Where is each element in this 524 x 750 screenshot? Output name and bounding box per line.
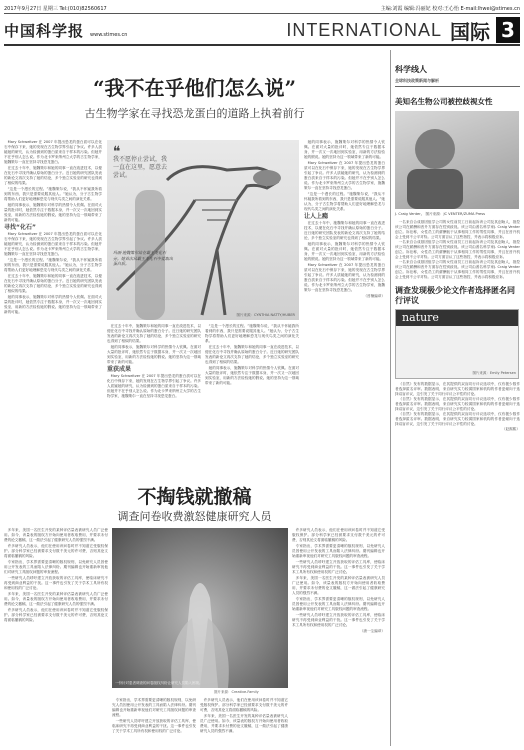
article2-paragraph: 多年来，美国一名医生开发的某种评估量表被研究人员广泛使用。如今，该量表的版权方开始向使用者收取费用，并要求未付费的论文撤稿，这一做法引起了健康研究人员的强烈不满。: [200, 714, 288, 733]
sidebar-paragraph: 一名来自合成基因组学公司的女性前员工日前起诉该公司及其创始人，指控该公司在薪酬和晋升方面存在性别歧视。该公司由著名科学家J. Craig Venter创立。诉讼称，女性员工的薪酬低于从事相同工作的男性同事，并且在晋升机会上受到不公平对待。公司方面否认了这些指控，并表示将积极应诉。: [395, 260, 520, 279]
sidebar-photo-caption: [395, 212, 520, 217]
article1-paragraph: “这是一个漫长的过程。”施魏策尔说，“我从不怀疑我所看到的东西，我只是需要说服其他人。”她认为，分子古生物学将帮助人们更好地理解恐龙与现代鸟类之间的演化关系。: [4, 187, 102, 201]
article1-column: [4, 140, 102, 316]
caption-text: J. Craig Venter。: [395, 212, 425, 216]
hands-photo: [112, 528, 288, 688]
sidebar-story1-body: [395, 220, 520, 280]
section-heading: 重获成果: [107, 366, 132, 373]
article2-paragraph: 专家指出，学术界需要更清晰的版权规则，以免研究人员因使用公开发表的工具而陷入法律纠纷。期刊编辑也开始重新审视他们对研究工具版权问题的审查流程。: [292, 597, 385, 611]
portrait-icon: [395, 111, 519, 209]
sidebar-paragraph: 《自然》发布的数据显示，在其提供的双盲同行评议选项中，仅有极少数作者选择匿名评审。数据表明，来自研究实力较弱国家和机构的作者更倾向于选择双盲评议，这引发了关于同行评议公平性的讨论。: [395, 412, 520, 426]
credit-text: 图片来源：JC VENTER/ZUMA Press: [425, 212, 486, 216]
article2-paragraph: 一些研究人员呼吁建立开放获取的评估工具库，使临床研究不再受到商业利益的干扰。这一事件也引发了关于学术工具所有权和使用权的广泛讨论。: [292, 560, 385, 574]
article2-headline: 不掏钱就撤稿: [137, 486, 252, 508]
article1-paragraph: 她的同事表示，施魏策尔对科学的热情令人钦佩。在面对大量的批评时，她依然专注于数据本身，并一次又一次地回到实验室，用新的方法检验她的假说。她的坚持为这一领域带来了新的可能。: [304, 140, 385, 159]
article2-paragraph: 专家指出，学术界需要更清晰的版权规则，以免研究人员因使用公开发表的工具而陷入法律纠纷。期刊编辑也开始重新审视他们对研究工具版权问题的审查流程。: [112, 698, 196, 717]
venter-portrait-photo: [395, 111, 519, 209]
article1-paragraph: Mary Schweitzer 在 2007 年提出恐龙的蛋白质可以在化石中保存下来，她的发现在古生物学界引起了争议。许多人质疑她的研究，认为检测到的蛋白质来自于样本的污染。但她并不在乎别人怎么说。作为北卡罗来纳州立大学的古生物学家，施魏策尔一直在坚持寻找恐龙蛋白。: [304, 263, 385, 292]
article2-paragraph: 一些研究人员呼吁建立开放获取的评估工具库，使临床研究不再受到商业利益的干扰。这一事件也引发了关于学术工具所有权和使用权的广泛讨论。: [112, 719, 196, 733]
article2-paragraph: 专家指出，学术界需要更清晰的版权规则，以免研究人员因使用公开发表的工具而陷入法律纠纷。期刊编辑也开始重新审视他们对研究工具版权问题的审查流程。: [292, 544, 385, 558]
article1-paragraph: 她的同事表示，施魏策尔对科学的热情令人钦佩。在面对大量的批评时，她依然专注于数据本身，并一次又一次地回到实验室，用新的方法检验她的假说。她的坚持为这一领域带来了新的可能。: [107, 345, 201, 364]
pull-quote-text: 我不愿停止尝试，我一直在这里，愿意去尝试。: [113, 156, 168, 179]
article2-paragraph: 许多研究人员表示，他们在使用该问卷时并不知道它受版权保护。部分科学家已经被要求支付数千美元的许可费，否则其论文将面临撤稿的风险。: [292, 528, 385, 542]
photo-credit: 图片来源：Creative-Family: [214, 690, 259, 694]
article2-paragraph: 一些研究人员呼吁建立开放获取的评估工具库，使临床研究不再受到商业利益的干扰。这一事件也引发了关于学术工具所有权和使用权的广泛讨论。: [4, 576, 108, 590]
article1-paragraph: 在过去十年中，施魏策尔和她的同事一直在改进技术，以便在化石中寻找并确认原始的蛋白分子。近日她的研究团队发表的新论文再次支持了她的结论，多个独立实验室的研究也得到了相似的结果。: [205, 345, 299, 364]
sidebar-paragraph: 《自然》发布的数据显示，在其提供的双盲同行评议选项中，仅有极少数作者选择匿名评审。数据表明，来自研究实力较弱国家和机构的作者更倾向于选择双盲评议，这引发了关于同行评议公平性的讨论。: [395, 397, 520, 411]
sidebar-brand-title: 科学线人: [395, 65, 427, 74]
article1-subhead: 古生物学家在寻找恐龙蛋白的道路上执着前行: [84, 107, 305, 120]
article2-paragraph: 多年来，美国一名医生开发的某种评估量表被研究人员广泛使用。如今，该量表的版权方开始向使用者收取费用，并要求未付费的论文撤稿，这一做法引起了健康研究人员的强烈不满。: [4, 592, 108, 606]
article2-column: [112, 698, 196, 735]
article2-paragraph: 许多研究人员表示，他们在使用该问卷时并不知道它受版权保护。部分科学家已经被要求支付数千美元的许可费，否则其论文将面临撤稿的风险。: [4, 544, 108, 558]
article2-paragraph: 许多研究人员表示，他们在使用该问卷时并不知道它受版权保护。部分科学家已经被要求支付数千美元的许可费，否则其论文将面临撤稿的风险。: [200, 698, 288, 712]
top-info-bar: [4, 3, 520, 14]
pull-quote: [113, 144, 169, 180]
article1-paragraph: 她的同事表示，施魏策尔对科学的热情令人钦佩。在面对大量的批评时，她依然专注于数据本身，并一次又一次地回到实验室，用新的方法检验她的假说。她的坚持为这一领域带来了新的可能。: [205, 366, 299, 385]
sidebar: [390, 50, 520, 746]
article1-paragraph: Mary Schweitzer 在 2007 年提出恐龙的蛋白质可以在化石中保存下来，她的发现在古生物学界引起了争议。许多人质疑她的研究，认为检测到的蛋白质来自于样本的污染。但她并不在乎别人怎么说。作为北卡罗来纳州立大学的古生物学家，施魏策尔一直在坚持寻找恐龙蛋白。: [4, 232, 102, 256]
sidebar-brand: [395, 64, 520, 87]
article2-column: [200, 698, 288, 735]
photo-credit: 图片来源：CYNTHIA NATTY/HUBER: [236, 313, 295, 317]
article2-paragraph: 许多研究人员表示，他们在使用该问卷时并不知道它受版权保护。部分科学家已经被要求支付数千美元的许可费，否则其论文将面临撤稿的风险。: [4, 608, 108, 622]
article2-column: [4, 528, 108, 624]
photo-caption: 一份针对患者调查的问卷版权纠纷让研究人员陷入困境。: [115, 681, 203, 685]
article1-paragraph: 在过去十年中，施魏策尔和她的同事一直在改进技术，以便在化石中寻找并确认原始的蛋白分子。近日她的研究团队发表的新论文再次支持了她的结论，多个独立实验室的研究也得到了相似的结果。: [304, 221, 385, 240]
article1-paragraph: “这是一个漫长的过程。”施魏策尔说，“我从不怀疑我所看到的东西，我只是需要说服其他人。”她认为，分子古生物学将帮助人们更好地理解恐龙与现代鸟类之间的演化关系。: [304, 192, 385, 211]
article2-byline: （唐一尘编译）: [359, 629, 385, 633]
nature-logo: nature: [396, 310, 518, 326]
article1-paragraph: 她的同事表示，施魏策尔对科学的热情令人钦佩。在面对大量的批评时，她依然专注于数据本身，并一次又一次地回到实验室，用新的方法检验她的假说。她的坚持为这一领域带来了新的可能。: [304, 242, 385, 261]
article1-paragraph: Mary Schweitzer 在 2007 年提出恐龙的蛋白质可以在化石中保存下来，她的发现在古生物学界引起了争议。许多人质疑她的研究，认为检测到的蛋白质来自于样本的污染。但她并不在乎别人怎么说。作为北卡罗来纳州立大学的古生物学家，施魏策尔一直在坚持寻找恐龙蛋白。: [4, 140, 102, 164]
article1-column: [107, 324, 201, 400]
article1-paragraph: 在过去十年中，施魏策尔和她的同事一直在改进技术，以便在化石中寻找并确认原始的蛋白分子。近日她的研究团队发表的新论文再次支持了她的结论，多个独立实验室的研究也得到了相似的结果。: [107, 324, 201, 343]
sidebar-byline: （赵熙熙）: [502, 427, 520, 431]
article1-paragraph: 在过去十年中，施魏策尔和她的同事一直在改进技术，以便在化石中寻找并确认原始的蛋白分子。近日她的研究团队发表的新论文再次支持了她的结论，多个独立实验室的研究也得到了相似的结果。: [4, 166, 102, 185]
article1-paragraph: 她的同事表示，施魏策尔对科学的热情令人钦佩。在面对大量的批评时，她依然专注于数据本身，并一次又一次地回到实验室，用新的方法检验她的假说。她的坚持为这一领域带来了新的可能。: [4, 203, 102, 222]
article2-paragraph: 专家指出，学术界需要更清晰的版权规则，以免研究人员因使用公开发表的工具而陷入法律纠纷。期刊编辑也开始重新审视他们对研究工具版权问题的审查流程。: [4, 560, 108, 574]
section-title-en: INTERNATIONAL: [286, 19, 442, 40]
sidebar-paragraph: 一名来自合成基因组学公司的女性前员工日前起诉该公司及其创始人，指控该公司在薪酬和晋升方面存在性别歧视。该公司由著名科学家J. Craig Venter创立。诉讼称，女性员工的薪酬低于从事相同工作的男性同事，并且在晋升机会上受到不公平对待。公司方面否认了这些指控，并表示将积极应诉。: [395, 240, 520, 259]
article2-subhead: 调查问卷收费激怒健康研究人员: [117, 510, 272, 523]
photo-caption: 玛丽·施魏策尔站在霸王龙化石旁。她首次从霸王龙化石中提取出蛋白质。: [113, 250, 173, 266]
article1-paragraph: “这是一个漫长的过程。”施魏策尔说，“我从不怀疑我所看到的东西，我只是需要说服其他人。”她认为，分子古生物学将帮助人们更好地理解恐龙与现代鸟类之间的演化关系。: [4, 258, 102, 272]
article1-paragraph: 她的同事表示，施魏策尔对科学的热情令人钦佩。在面对大量的批评时，她依然专注于数据本身，并一次又一次地回到实验室，用新的方法检验她的假说。她的坚持为这一领域带来了新的可能。: [4, 295, 102, 314]
article1-paragraph: Mary Schweitzer 在 2007 年提出恐龙的蛋白质可以在化石中保存下来，她的发现在古生物学界引起了争议。许多人质疑她的研究，认为检测到的蛋白质来自于样本的污染。但她并不在乎别人怎么说。作为北卡罗来纳州立大学的古生物学家，施魏策尔一直在坚持寻找恐龙蛋白。: [107, 374, 201, 398]
sidebar-paragraph: 《自然》发布的数据显示，在其提供的双盲同行评议选项中，仅有极少数作者选择匿名评审。数据表明，来自研究实力较弱国家和机构的作者更倾向于选择双盲评议，这引发了关于同行评议公平性的讨论。: [395, 382, 520, 396]
masthead: [4, 16, 520, 46]
sidebar-story2-title: 调查发现极少论文作者选择匿名同行评议: [395, 286, 515, 305]
article1-paragraph: “这是一个漫长的过程。”施魏策尔说，“我从不怀疑我所看到的东西，我只是需要说服其他人。”她认为，分子古生物学将帮助人们更好地理解恐龙与现代鸟类之间的演化关系。: [205, 324, 299, 343]
section-heading: 让人上瘾: [304, 213, 329, 220]
section-heading: 寻找“化石”: [4, 224, 36, 231]
section-title-cn: 国际: [450, 19, 490, 44]
sidebar-paragraph: 一名来自合成基因组学公司的女性前员工日前起诉该公司及其创始人，指控该公司在薪酬和晋升方面存在性别歧视。该公司由著名科学家J. Craig Venter创立。诉讼称，女性员工的薪酬低于从事相同工作的男性同事，并且在晋升机会上受到不公平对待。公司方面否认了这些指控，并表示将积极应诉。: [395, 220, 520, 239]
newspaper-logo: 中国科学报: [4, 21, 85, 40]
article1-column: [304, 140, 385, 300]
dinosaur-fossil-photo: [107, 140, 299, 320]
article1-paragraph: Mary Schweitzer 在 2007 年提出恐龙的蛋白质可以在化石中保存下来，她的发现在古生物学界引起了争议。许多人质疑她的研究，认为检测到的蛋白质来自于样本的污染。但她并不在乎别人怎么说。作为北卡罗来纳州立大学的古生物学家，施魏策尔一直在坚持寻找恐龙蛋白。: [304, 161, 385, 190]
article1-body: [4, 140, 385, 480]
main-content: [4, 50, 385, 746]
website-url: www.stimes.cn: [90, 32, 128, 38]
article1-paragraph: 在过去十年中，施魏策尔和她的同事一直在改进技术，以便在化石中寻找并确认原始的蛋白分子。近日她的研究团队发表的新论文再次支持了她的结论，多个独立实验室的研究也得到了相似的结果。: [4, 274, 102, 293]
article2-paragraph: 多年来，美国一名医生开发的某种评估量表被研究人员广泛使用。如今，该量表的版权方开始向使用者收取费用，并要求未付费的论文撤稿，这一做法引起了健康研究人员的强烈不满。: [4, 528, 108, 542]
article2-column: [292, 528, 385, 635]
editor-line: 主编:刘霞 编辑:冯丽妃 校对:王心怡 E-mail:lhwei@stimes.cn: [380, 5, 520, 12]
sidebar-story1-title: 美知名生物公司被控歧视女性: [395, 97, 493, 106]
sidebar-story2-body: [395, 382, 520, 432]
article1-headline: “我不在乎他们怎么说”: [92, 76, 296, 100]
article2-paragraph: 多年来，美国一名医生开发的某种评估量表被研究人员广泛使用。如今，该量表的版权方开始向使用者收取费用，并要求未付费的论文撤稿，这一做法引起了健康研究人员的强烈不满。: [292, 576, 385, 595]
photo-credit: 图片来源：Emily Petersen: [472, 371, 516, 375]
sidebar-brand-subtitle: 全球科技政策新闻与解析: [395, 78, 439, 83]
article1-byline: （晋楠编译）: [363, 294, 385, 298]
nature-journal-cover: [395, 309, 519, 379]
page-number-badge: 3: [496, 17, 520, 43]
article1-column: [205, 324, 299, 387]
quote-mark-icon: ❝: [113, 144, 121, 160]
issue-date-line: 2017年9月27日 星期三 Tel:(010)82560617: [4, 5, 107, 12]
article2-paragraph: 一些研究人员呼吁建立开放获取的评估工具库，使临床研究不再受到商业利益的干扰。这一事件也引发了关于学术工具所有权和使用权的广泛讨论。: [292, 613, 385, 627]
praying-hands-icon: [112, 528, 288, 688]
